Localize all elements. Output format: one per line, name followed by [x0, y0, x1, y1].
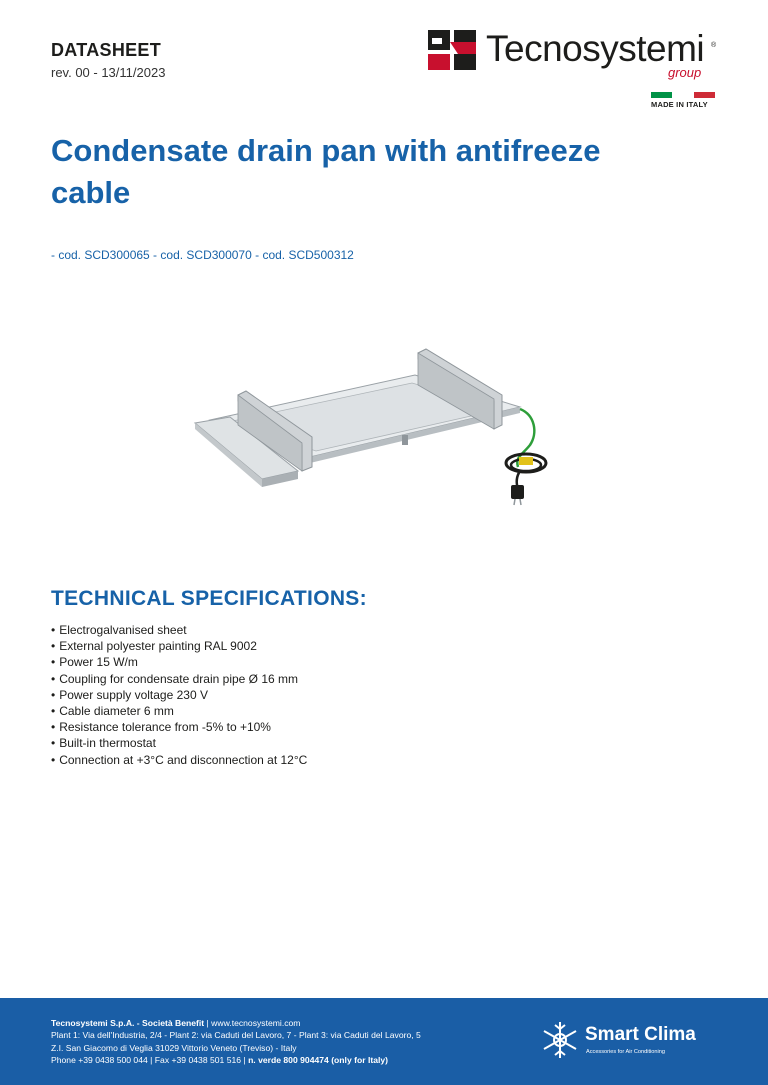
- tecnosystemi-logo: [428, 28, 720, 80]
- bullet-icon: •: [51, 639, 56, 654]
- spec-item: [51, 719, 307, 735]
- spec-item: [51, 703, 307, 719]
- footer-company: Tecnosystemi S.p.A. - Società Benefit: [51, 1018, 205, 1028]
- snowflake-icon: [540, 1020, 580, 1060]
- bullet-icon: •: [51, 736, 56, 751]
- spec-item-text: Connection at +3°C and disconnection at 12°C: [59, 752, 308, 767]
- footer-phone: Phone +39 0438 500 044: [51, 1054, 148, 1065]
- spec-item: [51, 735, 307, 751]
- bullet-icon: •: [51, 687, 56, 702]
- page-title: [51, 130, 691, 214]
- page-title-line2: cable: [51, 175, 131, 210]
- bullet-icon: •: [51, 704, 56, 719]
- footer-plants: Plant 1: Via dell'Industria, 2/4 - Plant 2: via Caduti del Lavoro, 7 - Plant 3: via Caduti del Lavoro, 5: [51, 1030, 421, 1041]
- logo-registered: ®: [711, 42, 717, 49]
- doc-type-label: DATASHEET: [51, 40, 162, 60]
- product-codes: - cod. SCD300065 - cod. SCD300070 - cod. SCD500312: [51, 248, 354, 262]
- spec-item: [51, 638, 307, 654]
- made-in-italy-label: MADE IN ITALY: [651, 100, 708, 109]
- spec-item-text: Resistance tolerance from -5% to +10%: [59, 720, 271, 735]
- smart-clima-tagline: Accessories for Air Conditioning: [586, 1049, 665, 1055]
- footer-line-1: Tecnosystemi S.p.A. - Società Benefit | www.tecnosystemi.com: [51, 1018, 301, 1028]
- logo-wordmark: Tecnosystemi: [486, 28, 705, 69]
- page-title-line1: Condensate drain pan with antifreeze: [51, 133, 601, 168]
- footer-website[interactable]: www.tecnosystemi.com: [211, 1018, 301, 1028]
- bullet-icon: •: [51, 752, 56, 767]
- spec-item: [51, 622, 307, 638]
- spec-item-text: External polyester painting RAL 9002: [59, 639, 257, 654]
- revision-label: rev. 00 - 13/11/2023: [51, 65, 166, 80]
- spec-item-text: Coupling for condensate drain pipe Ø 16 mm: [59, 671, 299, 686]
- specs-title: TECHNICAL SPECIFICATIONS:: [51, 587, 367, 610]
- specs-list: [51, 622, 307, 768]
- spec-item-text: Cable diameter 6 mm: [59, 704, 174, 719]
- logo-mark-icon: [428, 30, 478, 74]
- spec-item-text: Built-in thermostat: [59, 736, 156, 751]
- spec-item-text: Electrogalvanised sheet: [59, 623, 187, 637]
- footer: [0, 998, 768, 1085]
- bullet-icon: •: [51, 720, 56, 735]
- logo-group-text: group: [668, 65, 702, 80]
- drain-pan-image: [190, 345, 560, 515]
- footer-contact: [51, 1017, 421, 1066]
- spec-item: [51, 654, 307, 670]
- spec-item-text: Power 15 W/m: [59, 655, 138, 670]
- smart-clima-name: Smart Clima: [585, 1024, 696, 1045]
- spec-item: [51, 752, 307, 768]
- bullet-icon: •: [51, 655, 56, 670]
- bullet-icon: •: [51, 623, 56, 637]
- spec-item: [51, 671, 307, 687]
- footer-verde: n. verde 800 904474 (only for Italy): [248, 1054, 389, 1065]
- footer-fax: Fax +39 0438 501 516: [154, 1054, 242, 1065]
- footer-line-4: Phone +39 0438 500 044 | Fax +39 0438 501 516 | n. verde 800 904474 (only for Italy): [51, 1054, 389, 1065]
- spec-item-text: Power supply voltage 230 V: [59, 687, 208, 702]
- smart-clima-logo: [540, 1020, 730, 1060]
- bullet-icon: •: [51, 671, 56, 686]
- spec-item: [51, 687, 307, 703]
- footer-address: Z.I. San Giacomo di Veglia 31029 Vittorio Veneto (Treviso) - Italy: [51, 1042, 297, 1053]
- italian-flag-icon: [651, 92, 715, 98]
